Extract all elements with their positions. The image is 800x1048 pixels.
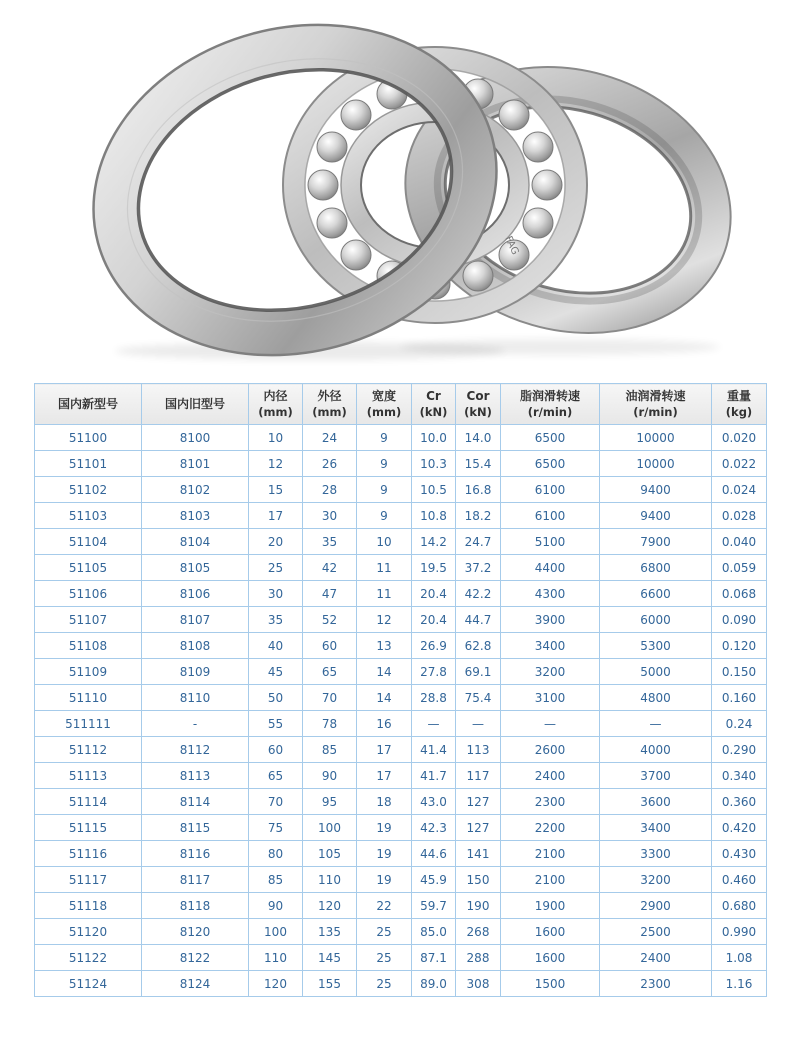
table-cell: 14.0 bbox=[456, 425, 501, 451]
table-cell: 8118 bbox=[142, 893, 249, 919]
table-cell: — bbox=[412, 711, 456, 737]
table-cell: 51109 bbox=[35, 659, 142, 685]
table-cell: 8100 bbox=[142, 425, 249, 451]
table-cell: 50 bbox=[249, 685, 303, 711]
table-cell: 10 bbox=[357, 529, 412, 555]
table-cell: 60 bbox=[303, 633, 357, 659]
table-cell: 10.0 bbox=[412, 425, 456, 451]
table-cell: 6500 bbox=[501, 425, 600, 451]
table-cell: 26.9 bbox=[412, 633, 456, 659]
table-cell: 2600 bbox=[501, 737, 600, 763]
table-cell: 51117 bbox=[35, 867, 142, 893]
table-cell: 22 bbox=[357, 893, 412, 919]
table-cell: 51105 bbox=[35, 555, 142, 581]
table-cell: 135 bbox=[303, 919, 357, 945]
table-cell: 6600 bbox=[600, 581, 712, 607]
table-cell: 10.8 bbox=[412, 503, 456, 529]
table-cell: 24 bbox=[303, 425, 357, 451]
table-cell: 4800 bbox=[600, 685, 712, 711]
table-cell: 51116 bbox=[35, 841, 142, 867]
table-row bbox=[35, 789, 767, 815]
table-cell: 120 bbox=[303, 893, 357, 919]
table-cell: 55 bbox=[249, 711, 303, 737]
table-cell: 9 bbox=[357, 503, 412, 529]
table-cell: 127 bbox=[456, 815, 501, 841]
table-row bbox=[35, 919, 767, 945]
table-cell: 190 bbox=[456, 893, 501, 919]
table-row bbox=[35, 477, 767, 503]
table-cell: 10.3 bbox=[412, 451, 456, 477]
table-cell: 19.5 bbox=[412, 555, 456, 581]
ground-shadow bbox=[400, 339, 720, 355]
table-cell: 3900 bbox=[501, 607, 600, 633]
bearing-spec-table bbox=[34, 383, 767, 997]
ring-engraving-text: FAG bbox=[502, 234, 521, 257]
table-cell: 51104 bbox=[35, 529, 142, 555]
table-row bbox=[35, 581, 767, 607]
table-cell: 8107 bbox=[142, 607, 249, 633]
table-cell: 85 bbox=[249, 867, 303, 893]
table-cell: 51115 bbox=[35, 815, 142, 841]
table-cell: 0.460 bbox=[712, 867, 767, 893]
table-cell: 19 bbox=[357, 841, 412, 867]
table-cell: 37.2 bbox=[456, 555, 501, 581]
table-row bbox=[35, 945, 767, 971]
table-cell: — bbox=[456, 711, 501, 737]
table-cell: 2100 bbox=[501, 841, 600, 867]
table-cell: 51122 bbox=[35, 945, 142, 971]
table-cell: 85 bbox=[303, 737, 357, 763]
table-row bbox=[35, 841, 767, 867]
table-cell: 17 bbox=[249, 503, 303, 529]
table-cell: 8120 bbox=[142, 919, 249, 945]
table-cell: 12 bbox=[357, 607, 412, 633]
table-row bbox=[35, 971, 767, 997]
table-row bbox=[35, 711, 767, 737]
table-cell: 44.7 bbox=[456, 607, 501, 633]
table-cell: 3200 bbox=[501, 659, 600, 685]
table-cell: 127 bbox=[456, 789, 501, 815]
table-cell: 8106 bbox=[142, 581, 249, 607]
table-cell: 51100 bbox=[35, 425, 142, 451]
table-cell: 1600 bbox=[501, 919, 600, 945]
table-cell: 51110 bbox=[35, 685, 142, 711]
table-cell: 1600 bbox=[501, 945, 600, 971]
column-header-2: 内径 (mm) bbox=[249, 384, 303, 425]
table-cell: 30 bbox=[249, 581, 303, 607]
table-cell: 120 bbox=[249, 971, 303, 997]
table-cell: 13 bbox=[357, 633, 412, 659]
table-cell: 0.059 bbox=[712, 555, 767, 581]
table-cell: 41.7 bbox=[412, 763, 456, 789]
table-cell: 9400 bbox=[600, 477, 712, 503]
table-cell: 18 bbox=[357, 789, 412, 815]
table-cell: 1.16 bbox=[712, 971, 767, 997]
table-cell: 100 bbox=[303, 815, 357, 841]
table-cell: 51114 bbox=[35, 789, 142, 815]
table-cell: 8112 bbox=[142, 737, 249, 763]
table-cell: 288 bbox=[456, 945, 501, 971]
table-cell: 51103 bbox=[35, 503, 142, 529]
table-cell: 0.024 bbox=[712, 477, 767, 503]
table-cell: 60 bbox=[249, 737, 303, 763]
table-cell: 16 bbox=[357, 711, 412, 737]
table-cell: 0.028 bbox=[712, 503, 767, 529]
table-cell: 4000 bbox=[600, 737, 712, 763]
table-cell: 0.090 bbox=[712, 607, 767, 633]
table-cell: 89.0 bbox=[412, 971, 456, 997]
column-header-6: Cor (kN) bbox=[456, 384, 501, 425]
table-cell: 8102 bbox=[142, 477, 249, 503]
column-header-0: 国内新型号 bbox=[35, 384, 142, 425]
table-cell: 4400 bbox=[501, 555, 600, 581]
table-cell: 8124 bbox=[142, 971, 249, 997]
table-cell: 51120 bbox=[35, 919, 142, 945]
table-cell: 150 bbox=[456, 867, 501, 893]
table-cell: 2300 bbox=[501, 789, 600, 815]
table-cell: 1900 bbox=[501, 893, 600, 919]
table-cell: - bbox=[142, 711, 249, 737]
table-cell: 0.068 bbox=[712, 581, 767, 607]
table-cell: 8109 bbox=[142, 659, 249, 685]
table-cell: 90 bbox=[249, 893, 303, 919]
table-cell: 41.4 bbox=[412, 737, 456, 763]
table-cell: 0.360 bbox=[712, 789, 767, 815]
table-cell: 8114 bbox=[142, 789, 249, 815]
table-cell: 8117 bbox=[142, 867, 249, 893]
column-header-8: 油润滑转速 (r/min) bbox=[600, 384, 712, 425]
table-cell: 0.430 bbox=[712, 841, 767, 867]
table-cell: 75 bbox=[249, 815, 303, 841]
table-cell: 17 bbox=[357, 763, 412, 789]
table-cell: 8104 bbox=[142, 529, 249, 555]
table-cell: 3700 bbox=[600, 763, 712, 789]
table-cell: — bbox=[600, 711, 712, 737]
table-cell: 268 bbox=[456, 919, 501, 945]
table-cell: 105 bbox=[303, 841, 357, 867]
table-cell: 0.420 bbox=[712, 815, 767, 841]
table-cell: 52 bbox=[303, 607, 357, 633]
table-cell: 51102 bbox=[35, 477, 142, 503]
table-cell: 20 bbox=[249, 529, 303, 555]
table-cell: 2300 bbox=[600, 971, 712, 997]
table-cell: 8105 bbox=[142, 555, 249, 581]
table-cell: 24.7 bbox=[456, 529, 501, 555]
table-cell: 141 bbox=[456, 841, 501, 867]
table-cell: 8113 bbox=[142, 763, 249, 789]
table-cell: 6100 bbox=[501, 477, 600, 503]
table-cell: 95 bbox=[303, 789, 357, 815]
table-cell: 10000 bbox=[600, 451, 712, 477]
table-cell: 2500 bbox=[600, 919, 712, 945]
table-cell: 25 bbox=[357, 919, 412, 945]
table-cell: 85.0 bbox=[412, 919, 456, 945]
table-cell: 110 bbox=[303, 867, 357, 893]
table-cell: 70 bbox=[303, 685, 357, 711]
table-row bbox=[35, 503, 767, 529]
table-cell: 10000 bbox=[600, 425, 712, 451]
table-cell: 2400 bbox=[501, 763, 600, 789]
table-cell: 5000 bbox=[600, 659, 712, 685]
table-cell: 45 bbox=[249, 659, 303, 685]
table-cell: 9 bbox=[357, 477, 412, 503]
table-cell: 25 bbox=[357, 971, 412, 997]
table-cell: 2200 bbox=[501, 815, 600, 841]
table-cell: 8115 bbox=[142, 815, 249, 841]
table-row bbox=[35, 425, 767, 451]
table-cell: 0.022 bbox=[712, 451, 767, 477]
table-cell: 25 bbox=[357, 945, 412, 971]
table-cell: 42.3 bbox=[412, 815, 456, 841]
table-cell: 28.8 bbox=[412, 685, 456, 711]
table-cell: 10 bbox=[249, 425, 303, 451]
table-row bbox=[35, 555, 767, 581]
table-row bbox=[35, 529, 767, 555]
table-cell: 7900 bbox=[600, 529, 712, 555]
table-cell: 6100 bbox=[501, 503, 600, 529]
table-cell: 100 bbox=[249, 919, 303, 945]
table-cell: 6500 bbox=[501, 451, 600, 477]
table-cell: 4300 bbox=[501, 581, 600, 607]
table-cell: 1500 bbox=[501, 971, 600, 997]
table-cell: 0.680 bbox=[712, 893, 767, 919]
table-cell: 80 bbox=[249, 841, 303, 867]
table-cell: 51112 bbox=[35, 737, 142, 763]
table-cell: 9400 bbox=[600, 503, 712, 529]
table-cell: 35 bbox=[249, 607, 303, 633]
table-row bbox=[35, 607, 767, 633]
table-cell: 75.4 bbox=[456, 685, 501, 711]
table-cell: 5300 bbox=[600, 633, 712, 659]
table-cell: 19 bbox=[357, 867, 412, 893]
table-cell: 5100 bbox=[501, 529, 600, 555]
table-cell: 8101 bbox=[142, 451, 249, 477]
table-cell: 25 bbox=[249, 555, 303, 581]
table-cell: 2400 bbox=[600, 945, 712, 971]
table-cell: 2900 bbox=[600, 893, 712, 919]
table-cell: 8103 bbox=[142, 503, 249, 529]
table-cell: 12 bbox=[249, 451, 303, 477]
table-cell: 28 bbox=[303, 477, 357, 503]
column-header-5: Cr (kN) bbox=[412, 384, 456, 425]
bearings-illustration bbox=[0, 0, 800, 376]
table-cell: 8110 bbox=[142, 685, 249, 711]
table-cell: 6800 bbox=[600, 555, 712, 581]
table-cell: 20.4 bbox=[412, 607, 456, 633]
table-cell: 19 bbox=[357, 815, 412, 841]
table-header-row bbox=[35, 384, 767, 425]
table-cell: 6000 bbox=[600, 607, 712, 633]
table-cell: 20.4 bbox=[412, 581, 456, 607]
table-cell: — bbox=[501, 711, 600, 737]
table-cell: 0.24 bbox=[712, 711, 767, 737]
table-cell: 15 bbox=[249, 477, 303, 503]
table-cell: 0.340 bbox=[712, 763, 767, 789]
table-cell: 9 bbox=[357, 451, 412, 477]
table-row bbox=[35, 451, 767, 477]
table-cell: 17 bbox=[357, 737, 412, 763]
table-cell: 14 bbox=[357, 659, 412, 685]
table-row bbox=[35, 633, 767, 659]
table-row bbox=[35, 893, 767, 919]
table-cell: 1.08 bbox=[712, 945, 767, 971]
table-cell: 0.120 bbox=[712, 633, 767, 659]
table-cell: 45.9 bbox=[412, 867, 456, 893]
table-row bbox=[35, 763, 767, 789]
table-cell: 43.0 bbox=[412, 789, 456, 815]
table-cell: 9 bbox=[357, 425, 412, 451]
table-cell: 51108 bbox=[35, 633, 142, 659]
table-cell: 3600 bbox=[600, 789, 712, 815]
table-cell: 0.020 bbox=[712, 425, 767, 451]
table-cell: 30 bbox=[303, 503, 357, 529]
table-cell: 51107 bbox=[35, 607, 142, 633]
table-cell: 69.1 bbox=[456, 659, 501, 685]
table-cell: 35 bbox=[303, 529, 357, 555]
table-cell: 8116 bbox=[142, 841, 249, 867]
table-cell: 51118 bbox=[35, 893, 142, 919]
table-row bbox=[35, 867, 767, 893]
table-cell: 0.290 bbox=[712, 737, 767, 763]
table-cell: 42 bbox=[303, 555, 357, 581]
table-row bbox=[35, 815, 767, 841]
table-cell: 0.150 bbox=[712, 659, 767, 685]
table-cell: 15.4 bbox=[456, 451, 501, 477]
table-cell: 155 bbox=[303, 971, 357, 997]
table-cell: 65 bbox=[303, 659, 357, 685]
table-cell: 0.160 bbox=[712, 685, 767, 711]
table-cell: 8122 bbox=[142, 945, 249, 971]
table-cell: 59.7 bbox=[412, 893, 456, 919]
table-cell: 0.990 bbox=[712, 919, 767, 945]
table-cell: 308 bbox=[456, 971, 501, 997]
table-cell: 3400 bbox=[600, 815, 712, 841]
column-header-1: 国内旧型号 bbox=[142, 384, 249, 425]
table-cell: 26 bbox=[303, 451, 357, 477]
column-header-9: 重量 (kg) bbox=[712, 384, 767, 425]
table-cell: 51124 bbox=[35, 971, 142, 997]
table-cell: 3100 bbox=[501, 685, 600, 711]
table-cell: 78 bbox=[303, 711, 357, 737]
table-cell: 3300 bbox=[600, 841, 712, 867]
table-cell: 16.8 bbox=[456, 477, 501, 503]
table-cell: 87.1 bbox=[412, 945, 456, 971]
table-row bbox=[35, 737, 767, 763]
table-cell: 51113 bbox=[35, 763, 142, 789]
table-cell: 40 bbox=[249, 633, 303, 659]
column-header-3: 外径 (mm) bbox=[303, 384, 357, 425]
table-cell: 51106 bbox=[35, 581, 142, 607]
column-header-7: 脂润滑转速 (r/min) bbox=[501, 384, 600, 425]
table-cell: 42.2 bbox=[456, 581, 501, 607]
table-cell: 2100 bbox=[501, 867, 600, 893]
table-cell: 65 bbox=[249, 763, 303, 789]
table-cell: 117 bbox=[456, 763, 501, 789]
table-cell: 113 bbox=[456, 737, 501, 763]
table-row bbox=[35, 685, 767, 711]
table-cell: 62.8 bbox=[456, 633, 501, 659]
table-cell: 8108 bbox=[142, 633, 249, 659]
table-cell: 14 bbox=[357, 685, 412, 711]
table-cell: 18.2 bbox=[456, 503, 501, 529]
table-cell: 27.8 bbox=[412, 659, 456, 685]
table-cell: 511111 bbox=[35, 711, 142, 737]
table-cell: 90 bbox=[303, 763, 357, 789]
table-cell: 51101 bbox=[35, 451, 142, 477]
table-cell: 145 bbox=[303, 945, 357, 971]
table-cell: 110 bbox=[249, 945, 303, 971]
table-row bbox=[35, 659, 767, 685]
table-cell: 11 bbox=[357, 555, 412, 581]
table-cell: 70 bbox=[249, 789, 303, 815]
table-cell: 11 bbox=[357, 581, 412, 607]
product-photo bbox=[0, 0, 800, 376]
table-cell: 14.2 bbox=[412, 529, 456, 555]
table-cell: 0.040 bbox=[712, 529, 767, 555]
column-header-4: 宽度 (mm) bbox=[357, 384, 412, 425]
table-cell: 3200 bbox=[600, 867, 712, 893]
table-cell: 10.5 bbox=[412, 477, 456, 503]
table-cell: 47 bbox=[303, 581, 357, 607]
table-cell: 44.6 bbox=[412, 841, 456, 867]
table-cell: 3400 bbox=[501, 633, 600, 659]
